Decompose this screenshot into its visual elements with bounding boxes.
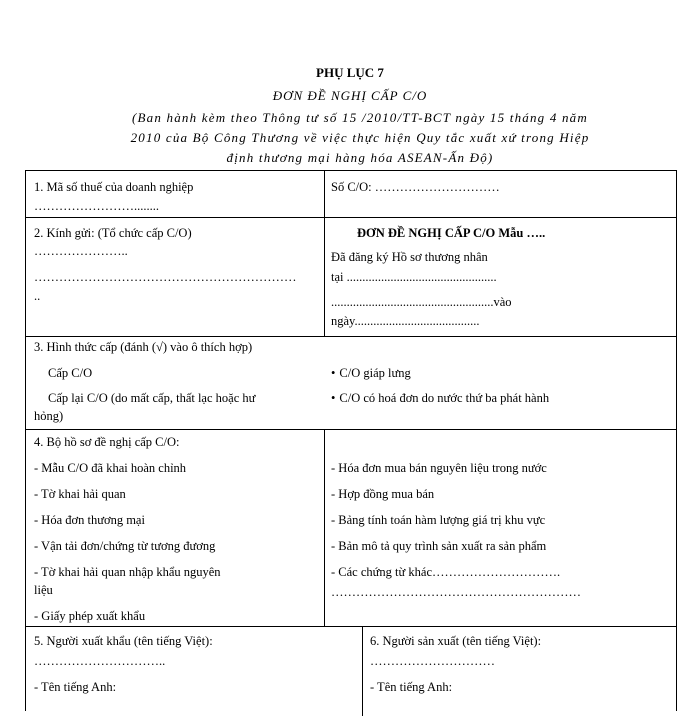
col-divider — [324, 429, 325, 626]
dossier-item: - Vận tải đơn/chứng từ tương đương — [34, 539, 216, 553]
row-divider — [26, 626, 676, 627]
dossier-item: - Hóa đơn mua bán nguyên liệu trong nước — [331, 461, 547, 475]
tax-code-label: 1. Mã số thuế của doanh nghiệp — [34, 180, 194, 194]
registered-label: Đã đăng ký Hồ sơ thương nhân — [331, 250, 488, 264]
col-divider — [324, 171, 325, 336]
dossier-item: - Giấy phép xuất khẩu — [34, 609, 146, 623]
registered-date-field[interactable]: ngày........................................ — [331, 314, 480, 328]
appendix-title: PHỤ LỤC 7 — [316, 65, 384, 80]
exporter-name-field[interactable]: ………………………….. — [34, 654, 166, 668]
producer-name-field[interactable]: ………………………… — [370, 654, 495, 668]
note-line-1: (Ban hành kèm theo Thông tư số 15 /2010/TT-BCT ngày 15 tháng 4 năm — [132, 110, 588, 125]
registered-vao-field[interactable]: ....................................................vào — [331, 295, 512, 309]
dossier-item: - Mẫu C/O đã khai hoàn chỉnh — [34, 461, 187, 475]
other-documents-field[interactable]: - Các chứng từ khác…………………………. — [331, 565, 561, 579]
option-third-party-invoice[interactable]: • C/O có hoá đơn do nước thứ ba phát hành — [331, 391, 549, 406]
exporter-english-name: - Tên tiếng Anh: — [34, 680, 117, 694]
row-divider — [26, 429, 676, 430]
col-divider — [362, 626, 363, 716]
exporter-label: 5. Người xuất khẩu (tên tiếng Việt): — [34, 634, 213, 648]
note-line-2: 2010 của Bộ Công Thương về việc thực hiện Quy tắc xuất xứ trong Hiệp — [130, 130, 590, 145]
form-type-title: ĐƠN ĐỀ NGHỊ CẤP C/O Mẫu ….. — [357, 226, 546, 240]
form-note — [90, 108, 630, 168]
option-back-to-back-co[interactable]: • C/O giáp lưng — [331, 366, 411, 381]
dossier-item: - Tờ khai hải quan — [34, 487, 126, 501]
co-number-field[interactable]: Số C/O: ………………………… — [331, 180, 500, 194]
option-reissue-co[interactable]: Cấp lại C/O (do mất cấp, thất lạc hoặc hư — [48, 391, 256, 405]
note-line-3: định thương mại hàng hóa ASEAN-Ấn Độ) — [226, 150, 494, 165]
dossier-item: - Tờ khai hải quan nhập khẩu nguyên — [34, 565, 221, 579]
tax-code-field[interactable]: ……………………........ — [34, 199, 159, 213]
row-divider — [26, 336, 676, 337]
row-divider — [26, 217, 676, 218]
producer-label: 6. Người sản xuất (tên tiếng Việt): — [370, 634, 542, 648]
send-to-field-line2[interactable]: ……………………………………………………… — [34, 270, 297, 284]
other-documents-field-line2[interactable]: …………………………………………………… — [331, 585, 581, 599]
dossier-label: 4. Bộ hồ sơ đề nghị cấp C/O: — [34, 435, 180, 449]
form-subtitle: ĐƠN ĐỀ NGHỊ CẤP C/O — [272, 88, 428, 103]
option-issue-co[interactable]: Cấp C/O — [48, 366, 93, 380]
send-to-field-line3[interactable]: .. — [34, 289, 41, 303]
producer-english-name: - Tên tiếng Anh: — [370, 680, 453, 694]
dossier-item: - Bản mô tả quy trình sản xuất ra sản phẩm — [331, 539, 547, 553]
registered-at-field[interactable]: tại ................................................ — [331, 270, 497, 284]
dossier-item: - Hợp đồng mua bán — [331, 487, 435, 501]
dossier-item-cont: liệu — [34, 583, 53, 597]
application-form-table — [25, 170, 677, 711]
send-to-field[interactable]: ………………….. — [34, 244, 128, 258]
send-to-label: 2. Kính gửi: (Tổ chức cấp C/O) — [34, 226, 192, 240]
issue-type-label: 3. Hình thức cấp (đánh (√) vào ô thích hợp) — [34, 340, 253, 354]
option-reissue-co-cont: hỏng) — [34, 409, 64, 423]
dossier-item: - Hóa đơn thương mại — [34, 513, 145, 527]
dossier-item: - Bảng tính toán hàm lượng giá trị khu vực — [331, 513, 546, 527]
